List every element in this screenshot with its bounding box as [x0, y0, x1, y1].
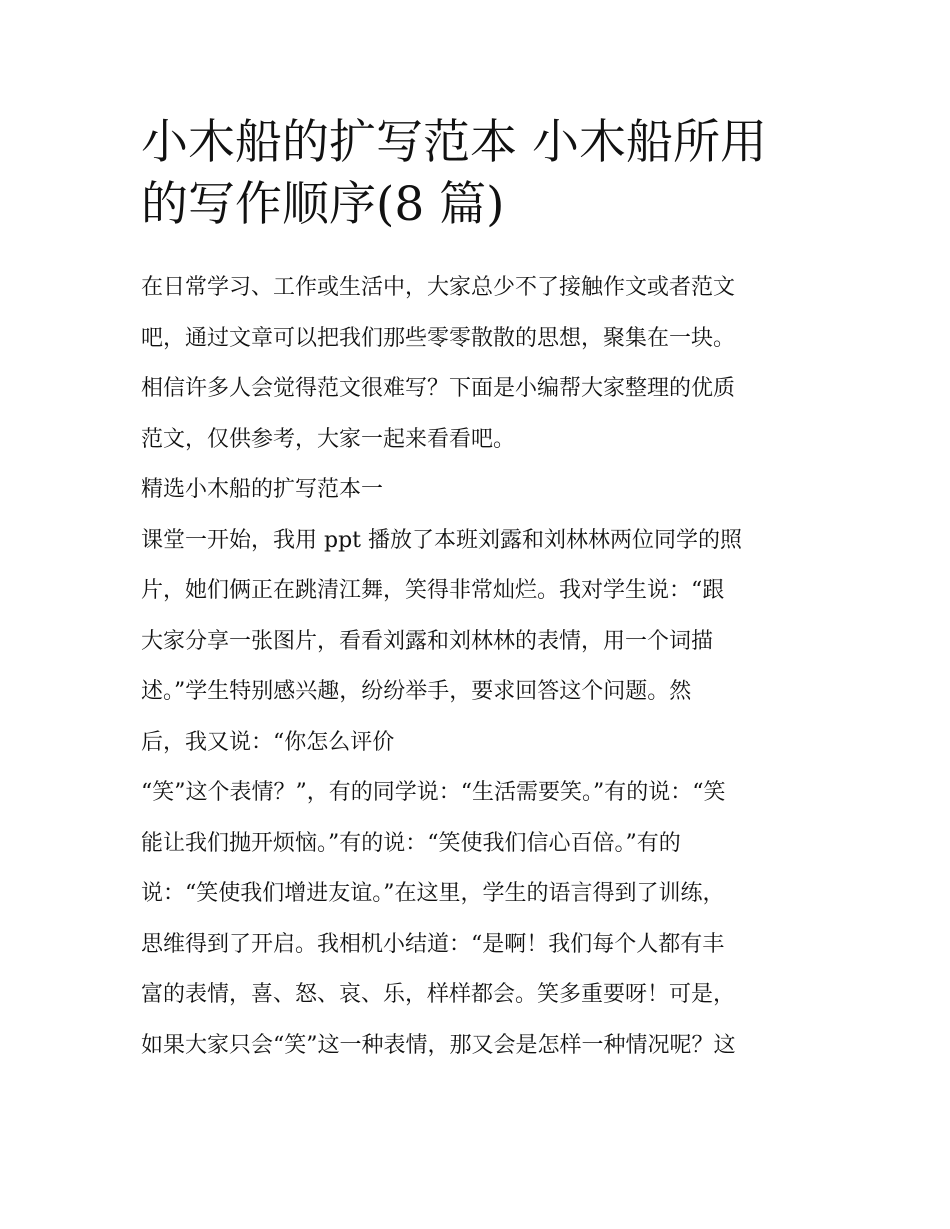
- body-line: 述。”学生特别感兴趣，纷纷举手，要求回答这个问题。然: [141, 679, 692, 704]
- body-line: 大家分享一张图片，看看刘露和刘林林的表情，用一个词描: [141, 628, 714, 654]
- body-line: 思维得到了开启。我相机小结道：“是啊！我们每个人都有丰: [141, 931, 725, 957]
- title-line: 的写作顺序(8 篇): [141, 177, 505, 232]
- document-title: [141, 112, 821, 236]
- body-line: 片，她们俩正在跳清江舞，笑得非常灿烂。我对学生说：“跟: [141, 578, 725, 603]
- document-page: [141, 112, 821, 1071]
- body-line: 相信许多人会觉得范文很难写？下面是小编帮大家整理的优质: [141, 376, 736, 401]
- section-heading: 精选小木船的扩写范本一: [141, 477, 384, 502]
- body-line: 吧，通过文章可以把我们那些零零散散的思想，聚集在一块。: [141, 325, 736, 351]
- body-line: 能让我们抛开烦恼。”有的说：“笑使我们信心百倍。”有的: [141, 830, 681, 856]
- body-line: 富的表情，喜、怒、哀、乐，样样都会。笑多重要呀！可是，: [141, 982, 736, 1007]
- body-line: 在日常学习、工作或生活中，大家总少不了接触作文或者范文: [141, 275, 736, 300]
- body-line: 后，我又说：“你怎么评价: [141, 729, 395, 755]
- body-line: 如果大家只会“笑”这一种表情，那又会是怎样一种情况呢？这: [141, 1032, 736, 1058]
- body-line: 课堂一开始，我用 ppt 播放了本班刘露和刘林林两位同学的照: [141, 527, 742, 553]
- body-line: 范文，仅供参考，大家一起来看看吧。: [141, 426, 516, 452]
- body-line: “笑”这个表情？”，有的同学说：“生活需要笑。”有的说：“笑: [141, 780, 726, 805]
- body-line: 说：“笑使我们增进友谊。”在这里，学生的语言得到了训练，: [141, 881, 725, 906]
- title-line: 小木船的扩写范本 小木船所用: [141, 115, 767, 170]
- document-body: [141, 263, 821, 1071]
